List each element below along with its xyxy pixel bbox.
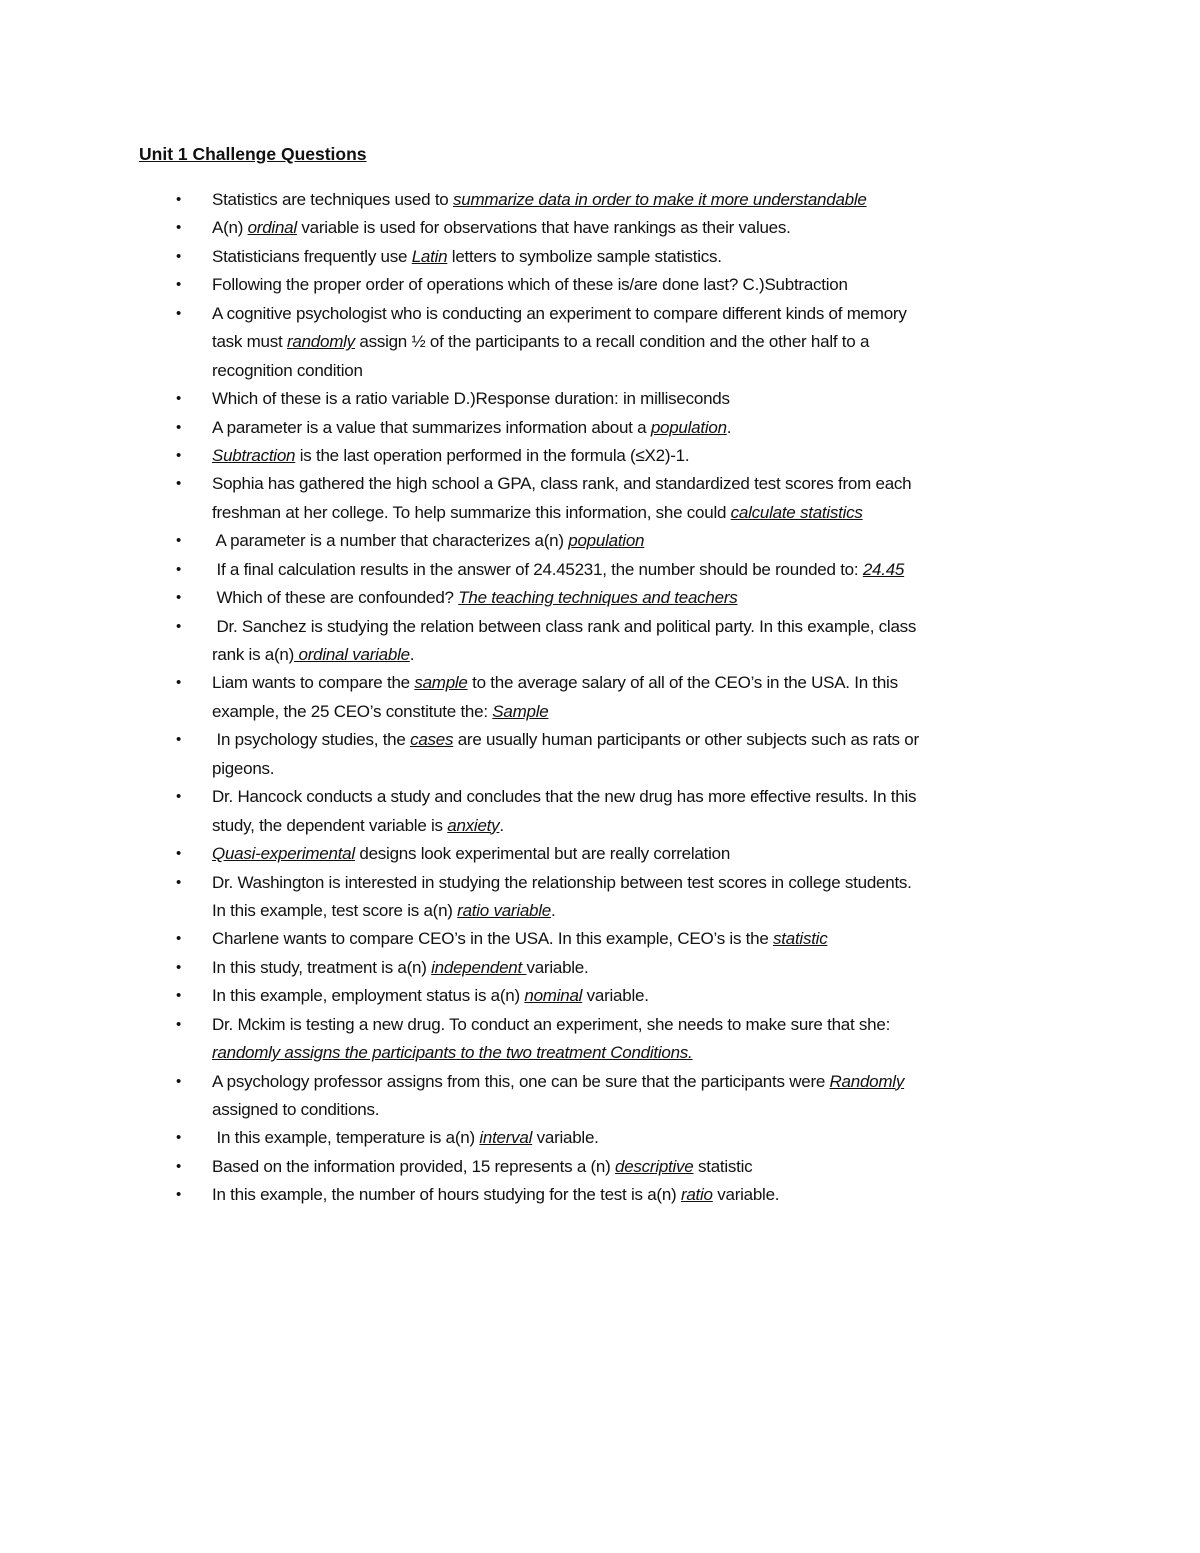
question-text: Based on the information provided, 15 represents a (n) [212,1156,615,1176]
question-text: variable is used for observations that have rankings as their values. [296,218,791,238]
bullet-icon: • [176,987,182,1005]
list-item [0,243,1200,271]
question-text: is the last operation performed in the formula (≤X2)-1. [295,445,690,465]
item-line [0,897,1200,925]
list-item [0,584,1200,612]
question-text: In this example, the number of hours studying for the test is a(n) [212,1185,681,1205]
answer-text: nominal [524,986,583,1006]
answer-text: sample [414,673,468,693]
question-text: In this example, employment status is a(n) [212,986,525,1006]
list-item [0,300,1200,385]
question-text: Which of these are confounded? [212,588,459,608]
question-text: example, the 25 CEO’s constitute the: [212,701,493,721]
question-text: study, the dependent variable is [212,815,448,835]
answer-text: Subtraction [212,445,296,465]
list-item [0,414,1200,442]
question-text: . [499,815,504,835]
bullet-icon: • [176,418,182,436]
answer-text: population [568,531,645,551]
item-line [0,641,1200,669]
answer-text: independent [431,957,527,977]
question-text: assigned to conditions. [212,1100,380,1119]
list-item [0,726,1200,783]
list-item [0,1068,1200,1125]
list-item [0,840,1200,868]
question-text: In this study, treatment is a(n) [212,957,432,977]
bullet-icon: • [176,446,182,464]
question-text: freshman at her college. To help summarize this information, she could [212,502,731,522]
question-list [0,186,1200,1210]
answer-text: ratio variable [457,900,551,920]
list-item [0,669,1200,726]
question-text: Dr. Mckim is testing a new drug. To conduct an experiment, she needs to make sure that she: [212,1014,891,1034]
list-item [0,925,1200,953]
list-item [0,982,1200,1010]
bullet-icon: • [176,276,182,294]
bullet-icon: • [176,475,182,493]
answer-text: cases [410,730,454,750]
question-text: Charlene wants to compare CEO’s in the USA. In this example, CEO’s is the [212,929,774,949]
bullet-icon: • [176,1072,182,1090]
question-text: designs look experimental but are really correlation [354,844,731,864]
question-text: In psychology studies, the [212,730,411,750]
item-line [0,755,1200,783]
bullet-icon: • [176,589,182,607]
list-item [0,385,1200,413]
question-text: A cognitive psychologist who is conducting an experiment to compare different kinds of memory [212,303,907,323]
question-text: . [726,417,732,437]
item-line [0,698,1200,726]
answer-text: calculate statistics [730,502,863,522]
question-text: Following the proper order of operations which of these is/are done last? C.)Subtraction [212,275,848,295]
question-text: task must [212,332,287,352]
list-item [0,613,1200,670]
question-text: variable. [582,986,649,1006]
question-text: A parameter is a number that characterizes a(n) [212,531,569,551]
list-item [0,527,1200,555]
question-text: statistic [693,1156,753,1176]
answer-text: The teaching techniques and teachers [458,588,738,608]
document-title: Unit 1 Challenge Questions [139,144,367,164]
list-item [0,442,1200,470]
bullet-icon: • [176,788,182,806]
question-text: Dr. Washington is interested in studying the relationship between test scores in college students. [212,872,912,892]
answer-text: descriptive [615,1156,694,1176]
question-text: Which of these is a ratio variable D.)Response duration: in milliseconds [212,389,730,409]
question-text: to the average salary of all of the CEO’s in the USA. In this [467,673,898,693]
bullet-icon: • [176,1015,182,1033]
list-item [0,1153,1200,1181]
bullet-icon: • [176,560,182,578]
bullet-icon: • [176,1129,182,1147]
list-item [0,1181,1200,1209]
bullet-icon: • [176,191,182,208]
question-text: Sophia has gathered the high school a GPA, class rank, and standardized test scores from each [212,474,912,494]
question-text: Liam wants to compare the [212,673,415,693]
list-item [0,1011,1200,1068]
answer-text: ordinal variable [294,645,410,664]
answer-text: statistic [773,929,828,949]
question-text: . [409,645,415,664]
bullet-icon: • [176,617,182,635]
answer-text: ratio [680,1185,713,1205]
answer-text: Randomly [829,1071,905,1091]
answer-text: summarize data in order to make it more understandable [452,190,867,209]
question-text: variable. [526,957,589,977]
question-text: Statistics are techniques used to [212,190,453,209]
item-line [0,812,1200,840]
list-item [0,869,1200,926]
list-item [0,214,1200,242]
question-text: variable. [532,1128,599,1148]
bullet-icon: • [176,958,182,976]
question-text: Dr. Hancock conducts a study and concludes that the new drug has more effective results. In this [212,787,917,807]
question-text: recognition condition [212,360,363,380]
answer-text: 24.45 [862,559,905,579]
question-text: A parameter is a value that summarizes information about a [212,417,651,437]
bullet-icon: • [176,532,182,550]
question-text: assign ½ of the participants to a recall condition and the other half to a [354,332,870,352]
list-item [0,556,1200,584]
bullet-icon: • [176,731,182,749]
bullet-icon: • [176,1186,182,1204]
question-text: rank is a(n) [212,645,295,664]
bullet-icon: • [176,873,182,891]
item-line [0,357,1200,385]
item-line [0,1096,1200,1124]
answer-text: Sample [492,701,549,721]
list-item [0,954,1200,982]
bullet-icon: • [176,219,182,237]
question-text: A psychology professor assigns from this, one can be sure that the participants were [212,1071,830,1091]
bullet-icon: • [176,674,182,692]
answer-text: population [650,417,727,437]
answer-text: Quasi-experimental [212,844,355,864]
question-text: In this example, test score is a(n) [212,900,458,920]
answer-text: ordinal [247,218,297,238]
bullet-icon: • [176,390,182,408]
bullet-icon: • [176,304,182,322]
question-text: are usually human participants or other subjects such as rats or [453,730,919,750]
answer-text: interval [479,1128,533,1148]
question-text: variable. [712,1185,780,1205]
bullet-icon: • [176,1157,182,1175]
item-line [0,1039,1200,1067]
item-line [0,499,1200,527]
question-text: pigeons. [212,758,275,778]
list-item [0,470,1200,527]
answer-text: anxiety [447,815,500,835]
question-text: If a final calculation results in the answer of 24.45231, the number should be rounded to: [212,559,863,579]
question-text: Dr. Sanchez is studying the relation between class rank and political party. In this example, class [212,616,917,636]
item-line [0,328,1200,356]
answer-text: randomly assigns the participants to the two treatment Conditions. [212,1043,693,1063]
question-text: In this example, temperature is a(n) [212,1128,480,1148]
list-item [0,1124,1200,1152]
bullet-icon: • [176,845,182,863]
list-item [0,271,1200,299]
list-item [0,186,1200,214]
question-text: letters to symbolize sample statistics. [447,246,722,266]
bullet-icon: • [176,930,182,948]
bullet-icon: • [176,247,182,265]
answer-text: randomly [286,332,355,352]
list-item [0,783,1200,840]
question-text: A(n) [212,218,248,238]
question-text: Statisticians frequently use [212,246,412,266]
question-text: . [550,900,556,920]
answer-text: Latin [411,246,448,266]
